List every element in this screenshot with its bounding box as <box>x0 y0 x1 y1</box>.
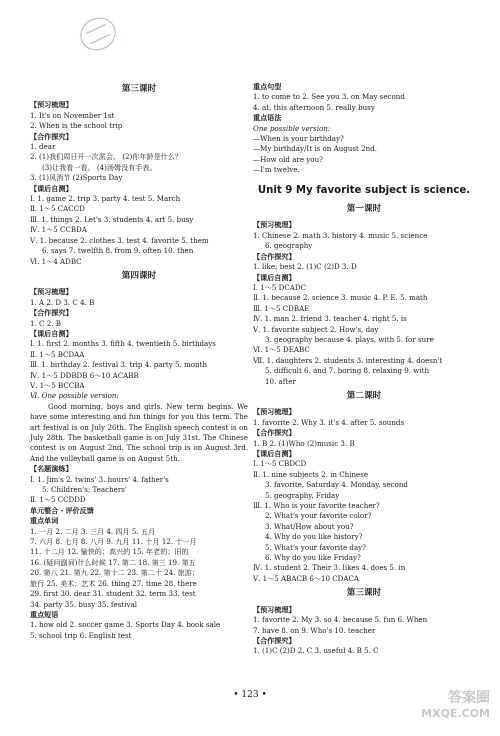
answer-line: 1. Chinese 2. math 3. history 4. music 5. science <box>253 230 428 240</box>
answer-line: —My birthday/It is on August 2nd. <box>253 144 377 154</box>
lesson-heading: 第一课时 <box>346 204 382 215</box>
section-label: 【合作探究】 <box>30 308 73 318</box>
answer-line-indented: 2. What's your favorite color? <box>265 511 372 521</box>
answer-line: Ⅱ. 1～5 CACCD <box>30 204 85 214</box>
answer-line: 1. A 2. D 3. C 4. B <box>30 297 95 307</box>
answer-line: 29. first 30. dear 31. student 32. term 33. test <box>30 589 196 599</box>
answer-line: Ⅱ. 1. nine subjects 2. in Chinese <box>253 469 369 479</box>
watermark <box>418 690 490 726</box>
answer-line: Ⅰ. 1～5 CBDCD <box>253 459 307 469</box>
answer-line: 1. B 2. (1)Who (2)music 3. B <box>253 438 355 448</box>
watermark-line1: 答案圈 <box>448 690 490 706</box>
answer-line: —When is your birthday? <box>253 134 344 144</box>
answer-line: 7. have 8. on 9. Who's 10. teacher <box>253 625 376 635</box>
section-label: 重点句型 <box>253 82 282 91</box>
answer-line: 1. favorite 2. Why 3. it's 4. after 5. sounds <box>253 417 405 427</box>
answer-line: Ⅳ. 1. student 2. Their 3. likes 4. does 5. in <box>253 563 406 573</box>
answer-line: 1. like; best 2. (1)C (2)D 3. D <box>253 262 357 272</box>
section-label: 【名题演练】 <box>30 464 73 474</box>
answer-line: Ⅰ. 1. game 2. trip 3. party 4. test 5. March <box>30 194 181 204</box>
answer-line: Ⅵ. One possible version: <box>30 391 119 401</box>
section-label: 【课后自测】 <box>253 272 296 282</box>
answer-line: Ⅵ. 1～5 DEABC <box>253 345 310 355</box>
answer-line: 1. It's on November 1st <box>30 110 115 120</box>
answer-line: Ⅲ. 1. things 2. Let's 3. students 4. art 5. busy <box>30 214 194 224</box>
answer-line-indented: 6. Why do you like Friday? <box>265 553 361 563</box>
answer-line: Ⅱ. 1. because 2. science 3. music 4. P. E. 5. math <box>253 293 428 303</box>
seal-stamp <box>75 12 121 56</box>
lesson-heading: 第四课时 <box>121 270 157 281</box>
answer-line: Ⅲ. 1. Who is your favorite teacher? <box>253 501 380 511</box>
left-column <box>30 80 248 641</box>
section-label: 重点短语 <box>30 609 59 619</box>
answer-line-indented: 5. Children's; Teachers' <box>42 485 127 495</box>
answer-line: Ⅱ. 1～5 BCDAA <box>30 349 85 359</box>
lesson-heading: 第二课时 <box>346 390 382 401</box>
section-label: 【合作探究】 <box>253 251 296 261</box>
section-label: 【课后自测】 <box>253 449 296 458</box>
section-label: 【合作探究】 <box>253 428 296 438</box>
answer-line: 旅行 25. 美术；艺术 26. thing 27. time 28. there <box>30 578 197 588</box>
section-label: 单元整合・评价反馈 <box>30 505 94 515</box>
answer-line: 4. at, this afternoon 5. really busy <box>253 102 375 112</box>
watermark-line2: MXQE.COM <box>421 707 490 720</box>
answer-line-indented: 10. after <box>265 376 296 386</box>
lesson-heading: 第三课时 <box>346 588 382 599</box>
answer-line-indented: 3. geography because 4. plays, with 5. for sure <box>265 334 434 344</box>
answer-line: 16. (疑问副词)什么时候 17. 第二 18. 第三 19. 第五 <box>30 557 196 567</box>
answer-line: 20. 第八 21. 第九 22. 第十二 23. 第二十 24. 旅游； <box>30 568 199 578</box>
answer-line: 1. to come to 2. See you 3. on May second <box>253 92 405 102</box>
answer-line: Ⅰ. 1. Jim's 2. twins' 3. hours' 4. father's <box>30 474 169 484</box>
answer-line: Ⅴ. 1. because 2. clothes 3. test 4. favorite 5. them <box>30 235 209 245</box>
answer-line-indented: 3. What/How about you? <box>265 521 354 531</box>
answer-line: 1. how old 2. soccer game 3. Sports Day 4. book sale <box>30 620 221 630</box>
answer-line: 2. (1)我们周日开一次派会。 (2)你年龄是什么？ <box>30 152 182 162</box>
answer-line: Ⅰ. 1. first 2. months 3. fifth 4. twentieth 5. birthdays <box>30 339 216 349</box>
answer-line-indented: 5. geography, Friday <box>265 490 340 500</box>
answer-line: 11. 十二月 12. 愉快的；高兴的 15. 年老的；旧的 <box>30 547 189 557</box>
answer-line-indented: 5. difficult 6. and 7. boring 8. relaxing 9. with <box>265 366 430 376</box>
answer-line: Ⅴ. 1. favorite subject 2. How's, day <box>253 324 379 334</box>
section-label: 【预习梳理】 <box>253 407 296 417</box>
answer-line: Ⅲ. 1～5 CDBAE <box>253 303 310 313</box>
answer-line: Ⅵ. 1～4 ADBC <box>30 256 82 266</box>
answer-line: 34. party 35. busy 35. festival <box>30 599 137 609</box>
section-label: 重点单词 <box>30 516 59 526</box>
answer-line-indented: 4. Why do you like history? <box>265 532 363 542</box>
answer-line: —I'm twelve. <box>253 165 300 175</box>
section-label: 【课后自测】 <box>30 183 73 193</box>
unit-heading: Unit 9 My favorite subject is science. <box>257 184 471 196</box>
answer-line: 5. school trip 6. English test <box>30 630 132 640</box>
section-label: 【合作探究】 <box>30 131 73 141</box>
answer-line: 1. favorite 2. My 3. so 4. because 5. fun 6. When <box>253 615 428 625</box>
answer-line: 7. 六月 8. 七月 8. 八月 9. 九月 11. 十月 12. 十一月 <box>30 537 197 547</box>
section-label: 【预习梳理】 <box>30 287 73 297</box>
answer-line: 1. dear <box>30 142 56 152</box>
answer-line: 1. (1)C (2)D 2. C 3. useful 4. B 5. C <box>253 646 379 656</box>
page-number: • 123 • <box>233 690 267 700</box>
answer-line: Ⅰ. 1～5 DCADC <box>253 282 307 292</box>
sample-paragraph: Good morning, boys and girls. New term begins. We have some interesting and fun things for you this term. The art festival is on July 26th. The English speech contest is on July 28th. The basketball game is on July 31st. The Chinese contest is on August 2nd. The school trip is on August 3rd. And the volleyball game is on August 5th. <box>30 401 248 463</box>
answer-line: One possible version: <box>253 123 331 133</box>
answer-line: Ⅴ. 1～5 ABACB 6～10 CDACA <box>253 573 360 583</box>
answer-line: 2. When is the school trip <box>30 121 123 131</box>
answer-line: Ⅲ. 1. birthday 2. festival 3. trip 4. party 5. month <box>30 360 208 370</box>
answer-line: —How old are you? <box>253 154 323 164</box>
answer-line: Ⅶ. 1. daughters 2. students 3. interesting 4. doesn't <box>253 355 443 365</box>
section-label: 重点语法 <box>253 113 282 123</box>
answer-line-indented: 3. favorite, Saturday 4. Monday, second <box>265 480 408 490</box>
section-label: 【预习梳理】 <box>253 604 296 614</box>
section-label: 【预习梳理】 <box>253 220 296 230</box>
right-column <box>253 82 475 657</box>
answer-line: Ⅱ. 1～5 CCDDD <box>30 495 86 505</box>
answer-line: 1. 一月 2. 二月 3. 三月 4. 四月 5. 五月 <box>30 526 156 536</box>
answer-line: Ⅳ. 1～5 CCBDA <box>30 225 87 235</box>
section-label: 【预习梳理】 <box>30 100 73 110</box>
answer-line: 1. C 2. B <box>30 318 61 328</box>
answer-line-indented: 6. geography <box>265 241 313 251</box>
answer-line: Ⅳ. 1. man 2. friend 3. teacher 4. right 5. is <box>253 314 407 324</box>
answer-line: Ⅴ. 1～5 BCCBA <box>30 380 85 390</box>
section-label: 【合作探究】 <box>253 635 296 645</box>
answer-line-indented: (3)让我看一看。 (4)汤姆没有手表。 <box>42 162 157 172</box>
lesson-heading: 第三课时 <box>121 84 157 94</box>
section-label: 【课后自测】 <box>30 328 73 338</box>
answer-line: Ⅳ. 1～5 DDBDB 6～10 ACABB <box>30 370 139 380</box>
answer-line: 3. (1)风消节 (2)Sports Day <box>30 173 123 183</box>
answer-line-indented: 5. What's your favorite day? <box>265 542 366 552</box>
answer-line-indented: 6. says 7. twelfth 8. from 9. often 10. then <box>42 246 194 256</box>
